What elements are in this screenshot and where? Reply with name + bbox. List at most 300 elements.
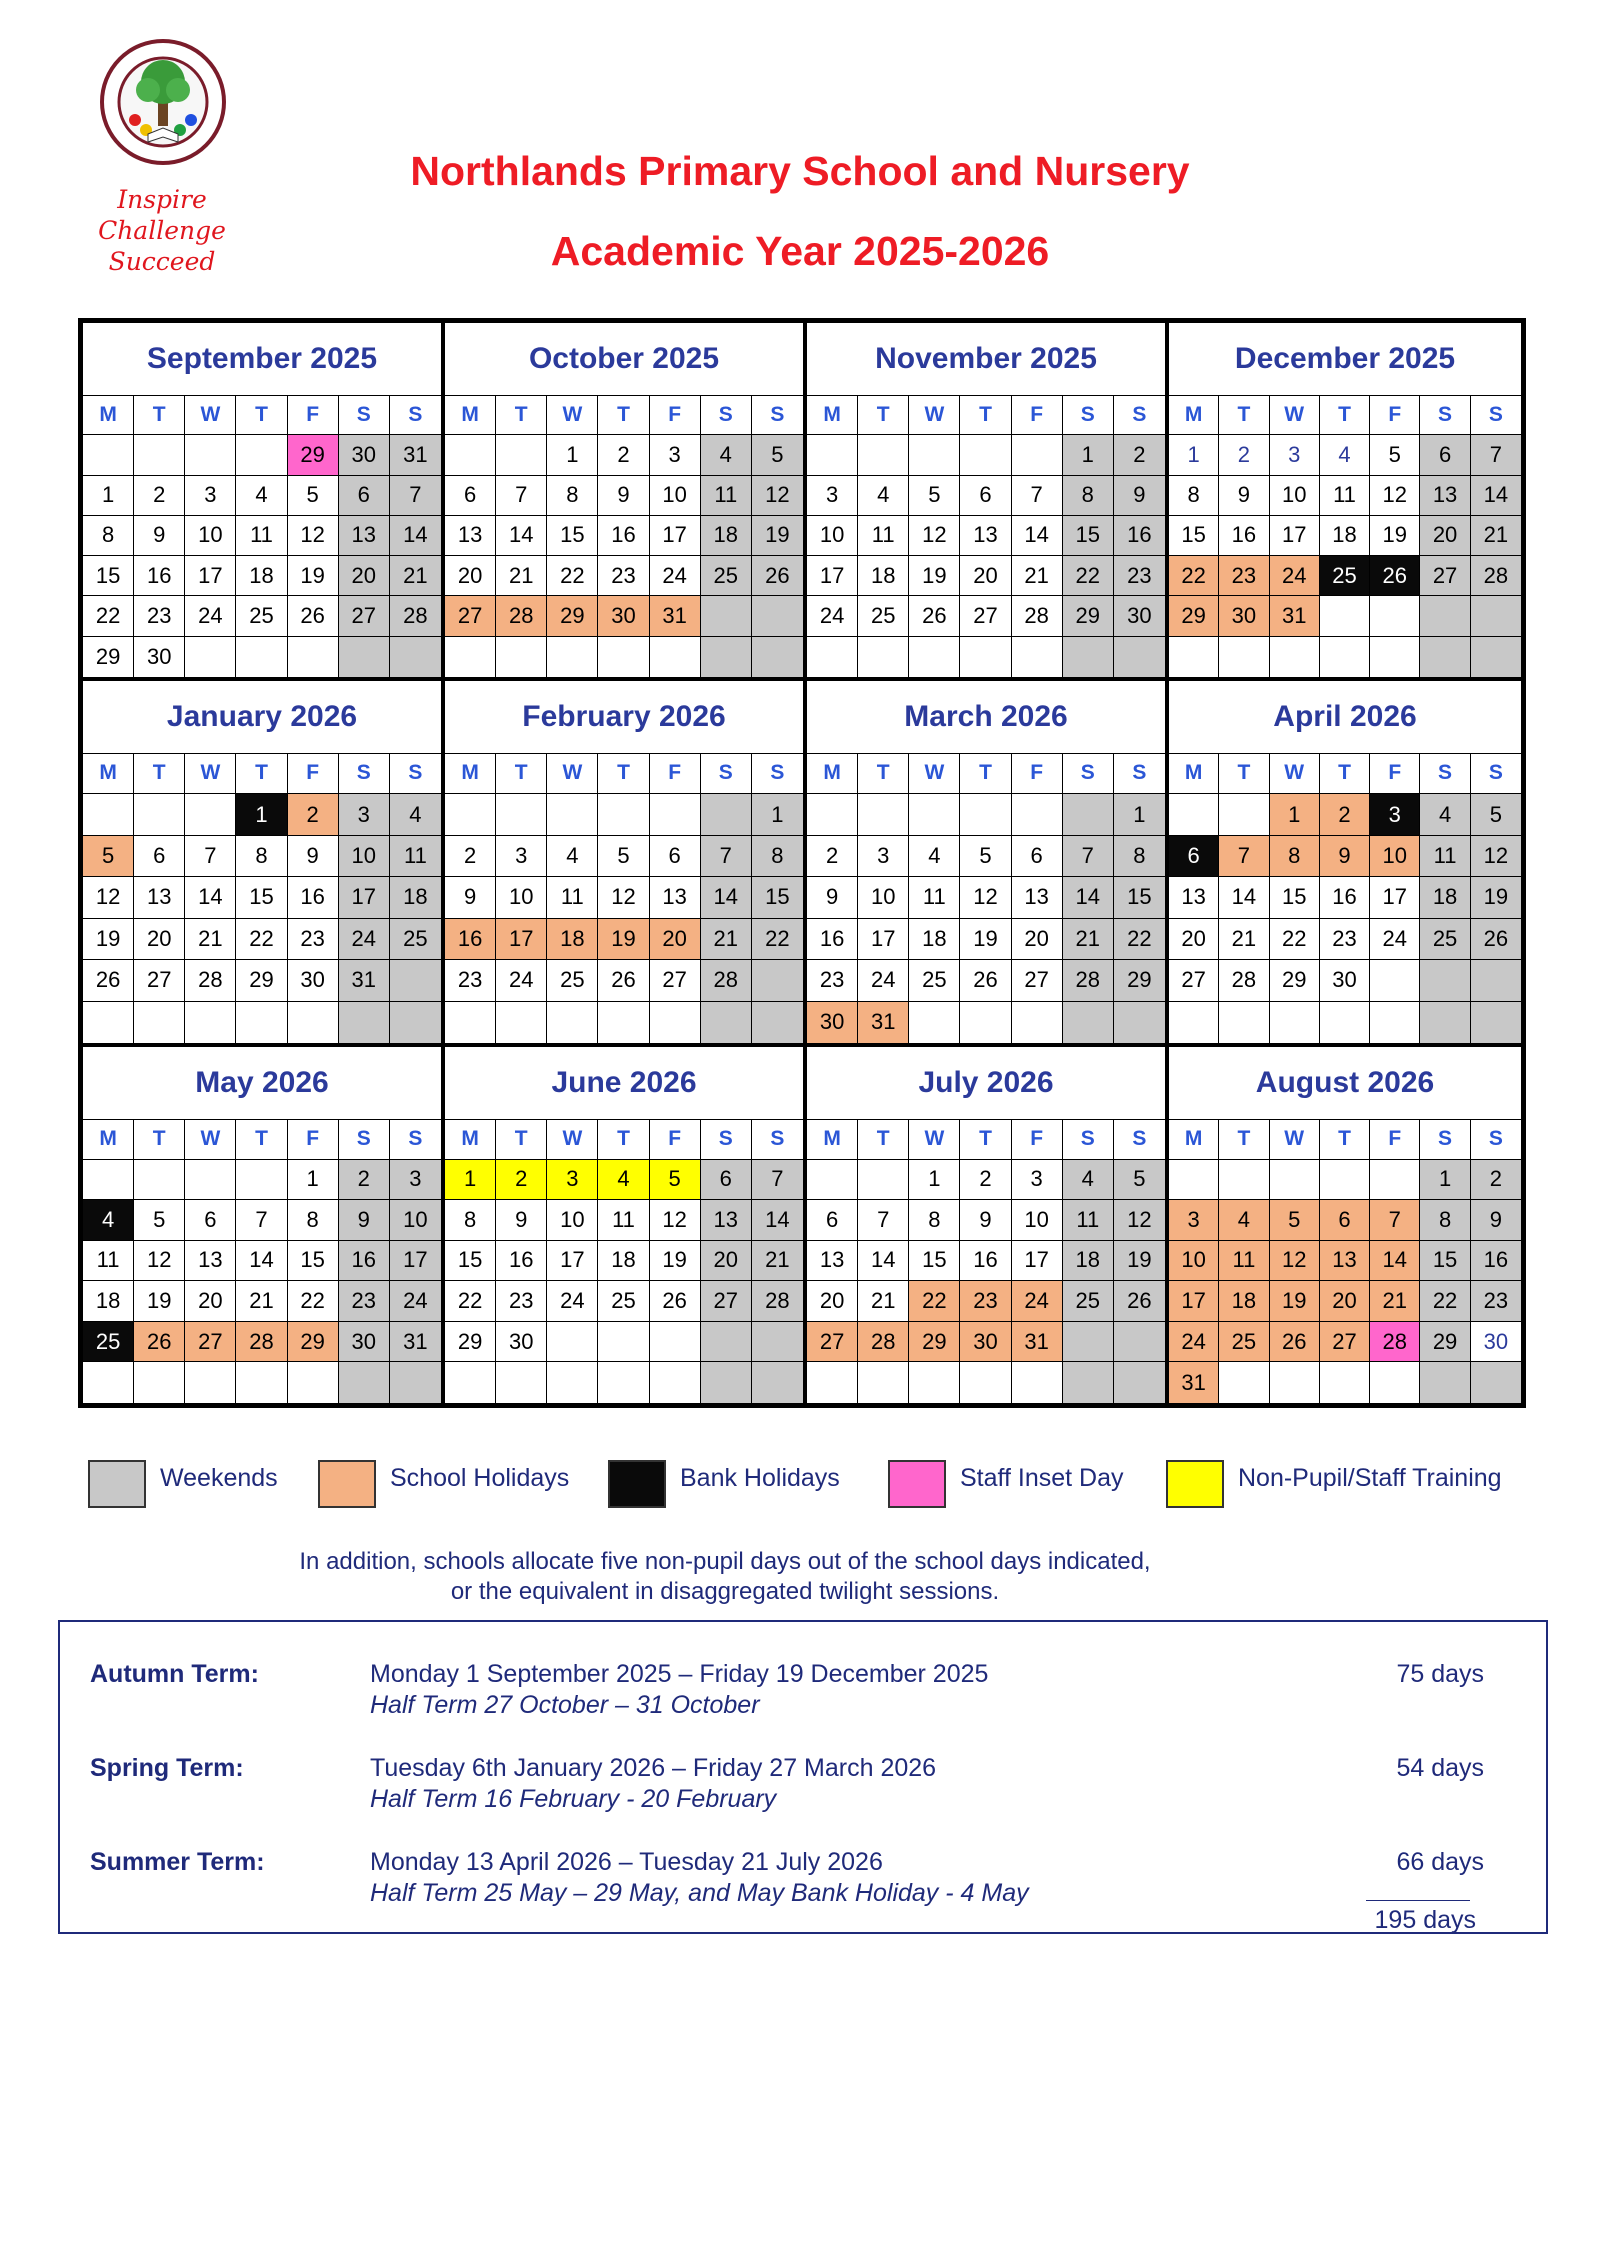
- calendar-empty-cell: [445, 637, 496, 677]
- calendar-day: 26: [83, 960, 134, 1001]
- weekday-header: M: [445, 753, 496, 794]
- calendar-empty-cell: [650, 1322, 701, 1363]
- weekday-header: T: [960, 395, 1011, 435]
- calendar-day: 19: [1114, 1241, 1165, 1282]
- calendar-empty-cell: [236, 637, 287, 677]
- month-title: February 2026: [445, 681, 803, 754]
- month-january-2026: [83, 681, 445, 1047]
- calendar-day: 3: [496, 836, 547, 877]
- calendar-day: 7: [496, 476, 547, 516]
- calendar-day: 1: [909, 1160, 960, 1201]
- year-calendar-grid: [78, 318, 1526, 1408]
- calendar-day: 10: [1270, 476, 1320, 516]
- calendar-empty-cell: [858, 637, 909, 677]
- calendar-empty-cell: [752, 1002, 803, 1043]
- calendar-day: 6: [1012, 836, 1063, 877]
- calendar-day: 9: [288, 836, 339, 877]
- weekday-header: W: [547, 753, 598, 794]
- calendar-day: 28: [858, 1322, 909, 1363]
- calendar-day: 27: [960, 596, 1011, 636]
- calendar-day: 1: [1114, 794, 1165, 835]
- motto-line-2: Challenge: [98, 216, 226, 245]
- calendar-day: 22: [1270, 919, 1320, 960]
- calendar-empty-cell: [1471, 1002, 1521, 1043]
- calendar-empty-cell: [1063, 1322, 1114, 1363]
- month-title: November 2025: [807, 323, 1165, 396]
- calendar-day: 1: [1420, 1160, 1470, 1201]
- calendar-day: 27: [807, 1322, 858, 1363]
- calendar-day: 21: [858, 1281, 909, 1322]
- calendar-empty-cell: [1012, 1002, 1063, 1043]
- calendar-day: 19: [598, 919, 649, 960]
- weekday-header: T: [236, 753, 287, 794]
- calendar-day: 27: [1420, 556, 1470, 596]
- calendar-day: 10: [547, 1200, 598, 1241]
- calendar-day: 13: [1420, 476, 1470, 516]
- legend-swatch-inset: [888, 1460, 946, 1508]
- calendar-empty-cell: [496, 435, 547, 475]
- calendar-day: 28: [390, 596, 441, 636]
- calendar-day: 5: [960, 836, 1011, 877]
- term-half-term: Half Term 25 May – 29 May, and May Bank Holiday - 4 May: [370, 1879, 1029, 1907]
- month-april-2026: [1169, 681, 1521, 1047]
- term-days: 54 days: [1396, 1754, 1484, 1782]
- calendar-empty-cell: [339, 1362, 390, 1403]
- calendar-empty-cell: [390, 1362, 441, 1403]
- calendar-day: 25: [83, 1322, 134, 1363]
- calendar-day: 18: [236, 556, 287, 596]
- calendar-day: 14: [752, 1200, 803, 1241]
- calendar-empty-cell: [650, 794, 701, 835]
- calendar-day: 18: [1320, 516, 1370, 556]
- calendar-empty-cell: [1219, 1362, 1269, 1403]
- calendar-day: 6: [134, 836, 185, 877]
- term-name: Summer Term:: [90, 1848, 265, 1876]
- calendar-day: 1: [1063, 435, 1114, 475]
- calendar-day: 14: [1471, 476, 1521, 516]
- calendar-day: 15: [288, 1241, 339, 1282]
- calendar-empty-cell: [496, 1362, 547, 1403]
- calendar-day: 3: [390, 1160, 441, 1201]
- weekday-header: M: [807, 395, 858, 435]
- calendar-day: 15: [1420, 1241, 1470, 1282]
- calendar-empty-cell: [701, 794, 752, 835]
- calendar-day: 4: [390, 794, 441, 835]
- calendar-empty-cell: [1169, 1002, 1219, 1043]
- calendar-day: 27: [701, 1281, 752, 1322]
- calendar-day: 10: [807, 516, 858, 556]
- calendar-empty-cell: [1270, 1160, 1320, 1201]
- calendar-day: 7: [1370, 1200, 1420, 1241]
- calendar-empty-cell: [496, 1002, 547, 1043]
- calendar-empty-cell: [1114, 1322, 1165, 1363]
- weekday-header: F: [1012, 395, 1063, 435]
- calendar-day: 13: [445, 516, 496, 556]
- calendar-day: 28: [1370, 1322, 1420, 1363]
- weekday-header: F: [1370, 1119, 1420, 1160]
- month-july-2026: [807, 1047, 1169, 1403]
- calendar-day: 5: [1370, 435, 1420, 475]
- calendar-day: 23: [339, 1281, 390, 1322]
- calendar-day: 24: [1370, 919, 1420, 960]
- calendar-empty-cell: [134, 1362, 185, 1403]
- calendar-day: 9: [496, 1200, 547, 1241]
- calendar-day: 28: [236, 1322, 287, 1363]
- calendar-day: 17: [650, 516, 701, 556]
- calendar-day: 4: [83, 1200, 134, 1241]
- calendar-day: 22: [547, 556, 598, 596]
- calendar-day: 10: [650, 476, 701, 516]
- weekday-header: M: [445, 1119, 496, 1160]
- calendar-day: 8: [445, 1200, 496, 1241]
- weekday-header: F: [650, 753, 701, 794]
- calendar-day: 1: [288, 1160, 339, 1201]
- calendar-day: 12: [598, 877, 649, 918]
- calendar-day: 8: [1114, 836, 1165, 877]
- calendar-day: 4: [1320, 435, 1370, 475]
- calendar-day: 31: [1270, 596, 1320, 636]
- weekday-header: S: [339, 753, 390, 794]
- calendar-day: 15: [83, 556, 134, 596]
- calendar-day: 5: [598, 836, 649, 877]
- calendar-empty-cell: [960, 794, 1011, 835]
- calendar-day: 17: [1012, 1241, 1063, 1282]
- calendar-day: 20: [1320, 1281, 1370, 1322]
- calendar-day: 30: [288, 960, 339, 1001]
- calendar-day: 22: [1169, 556, 1219, 596]
- calendar-day: 31: [858, 1002, 909, 1043]
- calendar-day: 23: [1320, 919, 1370, 960]
- calendar-day: 13: [1169, 877, 1219, 918]
- term-name: Spring Term:: [90, 1754, 244, 1782]
- calendar-empty-cell: [547, 794, 598, 835]
- legend-swatch-bank: [608, 1460, 666, 1508]
- calendar-day: 11: [909, 877, 960, 918]
- calendar-empty-cell: [288, 1362, 339, 1403]
- weekday-header: T: [960, 1119, 1011, 1160]
- calendar-day: 27: [445, 596, 496, 636]
- calendar-day: 29: [236, 960, 287, 1001]
- calendar-day: 3: [1270, 435, 1320, 475]
- calendar-day: 26: [1270, 1322, 1320, 1363]
- calendar-empty-cell: [1114, 1002, 1165, 1043]
- month-title: September 2025: [83, 323, 441, 396]
- weekday-header: F: [1370, 753, 1420, 794]
- calendar-day: 26: [909, 596, 960, 636]
- calendar-day: 16: [134, 556, 185, 596]
- calendar-empty-cell: [1169, 637, 1219, 677]
- calendar-day: 20: [185, 1281, 236, 1322]
- weekday-header: W: [185, 1119, 236, 1160]
- calendar-day: 18: [858, 556, 909, 596]
- calendar-day: 25: [858, 596, 909, 636]
- legend-training: [1166, 1460, 1502, 1508]
- calendar-empty-cell: [701, 1002, 752, 1043]
- weekday-header: W: [185, 753, 236, 794]
- calendar-empty-cell: [339, 1002, 390, 1043]
- calendar-day: 12: [1270, 1241, 1320, 1282]
- weekday-header: F: [1012, 753, 1063, 794]
- calendar-day: 17: [185, 556, 236, 596]
- calendar-day: 2: [1219, 435, 1269, 475]
- calendar-day: 26: [1114, 1281, 1165, 1322]
- calendar-day: 30: [598, 596, 649, 636]
- calendar-empty-cell: [185, 637, 236, 677]
- calendar-day: 24: [496, 960, 547, 1001]
- calendar-day: 12: [83, 877, 134, 918]
- calendar-day: 5: [752, 435, 803, 475]
- calendar-empty-cell: [701, 1322, 752, 1363]
- calendar-empty-cell: [83, 794, 134, 835]
- calendar-day: 30: [339, 1322, 390, 1363]
- legend-staff-inset: [888, 1460, 1124, 1508]
- calendar-day: 21: [1471, 516, 1521, 556]
- weekday-header: W: [909, 1119, 960, 1160]
- calendar-day: 2: [598, 435, 649, 475]
- calendar-day: 18: [83, 1281, 134, 1322]
- weekday-header: S: [390, 753, 441, 794]
- calendar-day: 11: [390, 836, 441, 877]
- calendar-day: 2: [1320, 794, 1370, 835]
- weekday-header: M: [1169, 1119, 1219, 1160]
- calendar-empty-cell: [1420, 596, 1470, 636]
- calendar-day: 13: [1320, 1241, 1370, 1282]
- calendar-day: 3: [1370, 794, 1420, 835]
- weekday-header: T: [1219, 1119, 1269, 1160]
- calendar-day: 14: [236, 1241, 287, 1282]
- calendar-day: 11: [1320, 476, 1370, 516]
- calendar-empty-cell: [1320, 596, 1370, 636]
- calendar-day: 5: [288, 476, 339, 516]
- calendar-day: 24: [858, 960, 909, 1001]
- calendar-day: 8: [1420, 1200, 1470, 1241]
- calendar-day: 22: [288, 1281, 339, 1322]
- calendar-day: 4: [858, 476, 909, 516]
- calendar-day: 24: [650, 556, 701, 596]
- calendar-day: 17: [1370, 877, 1420, 918]
- calendar-day: 19: [752, 516, 803, 556]
- calendar-empty-cell: [1370, 1362, 1420, 1403]
- calendar-empty-cell: [1063, 1002, 1114, 1043]
- calendar-day: 19: [1370, 516, 1420, 556]
- calendar-day: 27: [339, 596, 390, 636]
- month-september-2025: [83, 323, 445, 681]
- calendar-day: 20: [1012, 919, 1063, 960]
- weekday-header: T: [598, 1119, 649, 1160]
- calendar-day: 12: [909, 516, 960, 556]
- calendar-day: 21: [1012, 556, 1063, 596]
- calendar-day: 29: [445, 1322, 496, 1363]
- calendar-day: 26: [1370, 556, 1420, 596]
- calendar-empty-cell: [752, 1362, 803, 1403]
- non-pupil-note-line-1: In addition, schools allocate five non-pupil days out of the school days indicated,: [299, 1548, 1151, 1575]
- weekday-header: T: [496, 395, 547, 435]
- calendar-day: 6: [1169, 836, 1219, 877]
- calendar-empty-cell: [547, 1322, 598, 1363]
- weekday-header: F: [288, 395, 339, 435]
- calendar-day: 9: [1114, 476, 1165, 516]
- calendar-day: 20: [1169, 919, 1219, 960]
- calendar-day: 25: [1063, 1281, 1114, 1322]
- calendar-day: 31: [339, 960, 390, 1001]
- weekday-header: S: [1471, 753, 1521, 794]
- calendar-day: 14: [701, 877, 752, 918]
- calendar-empty-cell: [547, 1362, 598, 1403]
- calendar-empty-cell: [1063, 1362, 1114, 1403]
- calendar-day: 23: [598, 556, 649, 596]
- calendar-day: 30: [1471, 1322, 1521, 1363]
- calendar-empty-cell: [134, 1002, 185, 1043]
- calendar-day: 10: [185, 516, 236, 556]
- calendar-day: 9: [1219, 476, 1269, 516]
- calendar-day: 11: [1063, 1200, 1114, 1241]
- weekday-header: M: [83, 395, 134, 435]
- term-days: 66 days: [1396, 1848, 1484, 1876]
- calendar-day: 3: [1012, 1160, 1063, 1201]
- calendar-day: 12: [752, 476, 803, 516]
- term-dates: Monday 13 April 2026 – Tuesday 21 July 2026: [370, 1848, 883, 1876]
- calendar-day: 5: [1471, 794, 1521, 835]
- weekday-header: S: [752, 753, 803, 794]
- weekday-header: S: [1114, 1119, 1165, 1160]
- calendar-empty-cell: [1219, 637, 1269, 677]
- legend-swatch-holidays: [318, 1460, 376, 1508]
- calendar-day: 16: [496, 1241, 547, 1282]
- month-title: January 2026: [83, 681, 441, 754]
- calendar-day: 4: [1420, 794, 1470, 835]
- calendar-day: 16: [288, 877, 339, 918]
- calendar-day: 14: [1219, 877, 1269, 918]
- legend-label: Non-Pupil/Staff Training: [1238, 1464, 1502, 1492]
- calendar-empty-cell: [1471, 960, 1521, 1001]
- calendar-day: 13: [339, 516, 390, 556]
- weekday-header: W: [1270, 395, 1320, 435]
- calendar-day: 26: [960, 960, 1011, 1001]
- calendar-day: 26: [752, 556, 803, 596]
- academic-year-title: Academic Year 2025-2026: [550, 228, 1050, 274]
- calendar-day: 6: [701, 1160, 752, 1201]
- month-title: October 2025: [445, 323, 803, 396]
- calendar-day: 30: [1320, 960, 1370, 1001]
- calendar-day: 21: [1219, 919, 1269, 960]
- weekday-header: S: [1420, 1119, 1470, 1160]
- calendar-empty-cell: [134, 435, 185, 475]
- calendar-day: 3: [1169, 1200, 1219, 1241]
- calendar-empty-cell: [1471, 596, 1521, 636]
- legend-label: Staff Inset Day: [960, 1464, 1124, 1492]
- weekday-header: T: [1320, 753, 1370, 794]
- calendar-day: 16: [339, 1241, 390, 1282]
- weekday-header: T: [598, 395, 649, 435]
- calendar-day: 14: [858, 1241, 909, 1282]
- calendar-day: 7: [1012, 476, 1063, 516]
- term-name: Autumn Term:: [90, 1660, 259, 1688]
- calendar-empty-cell: [134, 794, 185, 835]
- calendar-empty-cell: [236, 435, 287, 475]
- calendar-day: 10: [1169, 1241, 1219, 1282]
- calendar-day: 19: [1270, 1281, 1320, 1322]
- calendar-day: 31: [390, 1322, 441, 1363]
- calendar-day: 24: [339, 919, 390, 960]
- calendar-day: 2: [445, 836, 496, 877]
- calendar-day: 18: [598, 1241, 649, 1282]
- calendar-day: 13: [1012, 877, 1063, 918]
- weekday-header: T: [1320, 1119, 1370, 1160]
- calendar-empty-cell: [185, 794, 236, 835]
- month-title: August 2026: [1169, 1047, 1521, 1120]
- calendar-day: 14: [1012, 516, 1063, 556]
- calendar-empty-cell: [1012, 637, 1063, 677]
- calendar-day: 13: [134, 877, 185, 918]
- calendar-empty-cell: [1219, 1002, 1269, 1043]
- calendar-day: 22: [83, 596, 134, 636]
- calendar-day: 28: [752, 1281, 803, 1322]
- calendar-empty-cell: [83, 1160, 134, 1201]
- calendar-empty-cell: [909, 1362, 960, 1403]
- calendar-day: 13: [701, 1200, 752, 1241]
- calendar-empty-cell: [701, 637, 752, 677]
- weekday-header: T: [858, 1119, 909, 1160]
- calendar-empty-cell: [83, 1002, 134, 1043]
- calendar-empty-cell: [1370, 1160, 1420, 1201]
- calendar-empty-cell: [858, 1160, 909, 1201]
- calendar-day: 21: [752, 1241, 803, 1282]
- calendar-day: 2: [134, 476, 185, 516]
- calendar-day: 25: [547, 960, 598, 1001]
- calendar-day: 12: [1471, 836, 1521, 877]
- calendar-day: 30: [339, 435, 390, 475]
- calendar-day: 7: [1063, 836, 1114, 877]
- calendar-day: 13: [650, 877, 701, 918]
- calendar-day: 2: [339, 1160, 390, 1201]
- calendar-day: 21: [236, 1281, 287, 1322]
- calendar-day: 29: [1063, 596, 1114, 636]
- calendar-empty-cell: [807, 1362, 858, 1403]
- calendar-empty-cell: [1270, 1362, 1320, 1403]
- month-title: May 2026: [83, 1047, 441, 1120]
- legend-label: School Holidays: [390, 1464, 570, 1492]
- calendar-day: 28: [1471, 556, 1521, 596]
- calendar-day: 18: [701, 516, 752, 556]
- calendar-empty-cell: [752, 596, 803, 636]
- calendar-day: 7: [1471, 435, 1521, 475]
- calendar-day: 30: [134, 637, 185, 677]
- calendar-empty-cell: [236, 1002, 287, 1043]
- term-dates: Monday 1 September 2025 – Friday 19 December 2025: [370, 1660, 989, 1688]
- weekday-header: S: [752, 395, 803, 435]
- calendar-day: 12: [1114, 1200, 1165, 1241]
- calendar-empty-cell: [185, 1160, 236, 1201]
- calendar-day: 23: [1114, 556, 1165, 596]
- calendar-day: 2: [960, 1160, 1011, 1201]
- calendar-day: 19: [1471, 877, 1521, 918]
- calendar-day: 23: [496, 1281, 547, 1322]
- calendar-empty-cell: [1270, 1002, 1320, 1043]
- weekday-header: W: [909, 395, 960, 435]
- calendar-day: 12: [960, 877, 1011, 918]
- calendar-day: 24: [1012, 1281, 1063, 1322]
- calendar-day: 27: [1012, 960, 1063, 1001]
- calendar-day: 15: [1270, 877, 1320, 918]
- calendar-day: 30: [1219, 596, 1269, 636]
- calendar-day: 4: [236, 476, 287, 516]
- calendar-day: 4: [1063, 1160, 1114, 1201]
- calendar-day: 6: [185, 1200, 236, 1241]
- calendar-day: 16: [1114, 516, 1165, 556]
- weekday-header: W: [1270, 753, 1320, 794]
- calendar-empty-cell: [1471, 1362, 1521, 1403]
- weekday-header: M: [83, 753, 134, 794]
